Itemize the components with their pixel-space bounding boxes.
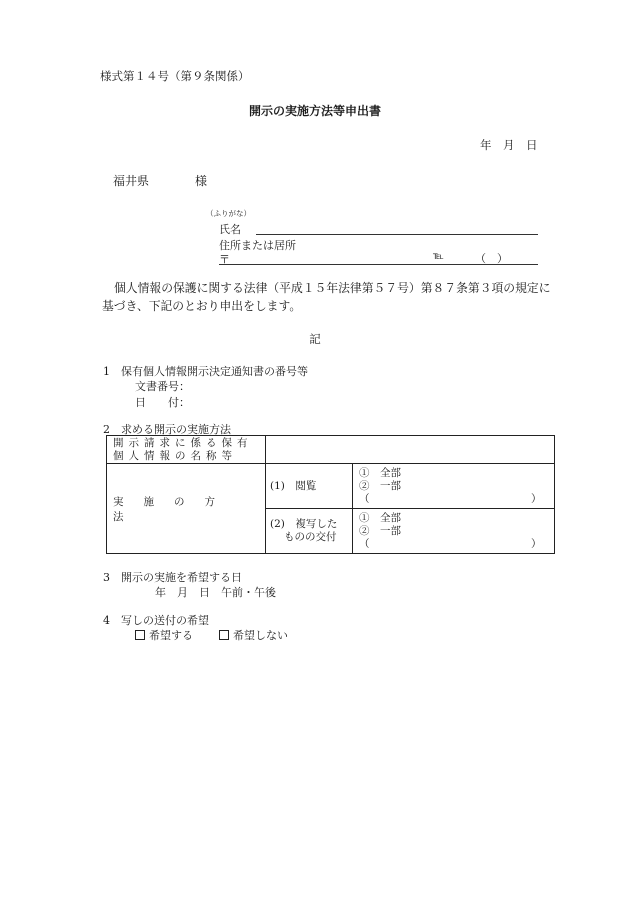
name-header-cell (107, 436, 266, 464)
preferred-date[interactable]: 年 月 日 午前・午後 (155, 586, 276, 599)
option-yes-label: 希望する (149, 629, 193, 642)
form-number: 様式第１４号（第９条関係） (100, 69, 250, 83)
name-header-line2: 個人情報の名称等 (113, 449, 237, 462)
address-label: 住所または居所 (219, 239, 296, 252)
checkbox-no[interactable] (219, 630, 229, 640)
opt-all-copy[interactable]: ① 全部 (359, 511, 401, 524)
opt-part-copy[interactable]: ② 一部 (359, 524, 401, 537)
tel-parens: （ ） (475, 252, 508, 265)
tel-icon: ℡ (433, 251, 444, 262)
method-label-view: (1) 閲覧 (266, 464, 353, 509)
part-detail-view[interactable]: （ ） (359, 492, 542, 505)
section2-heading: 2 求める開示の実施方法 (103, 423, 231, 436)
view-options[interactable] (353, 464, 555, 509)
method-header-cell: 実施の方法 (107, 464, 266, 554)
checkbox-yes[interactable] (135, 630, 145, 640)
date-line: 年 月 日 (480, 138, 538, 152)
table-row (107, 436, 555, 464)
opt-all-view[interactable]: ① 全部 (359, 466, 401, 479)
address-field[interactable] (219, 264, 538, 265)
furigana-label: （ふりがな） (206, 209, 251, 218)
body-text: 個人情報の保護に関する法律（平成１５年法律第５７号）第８７条第３項の規定に基づき、下記のとおり申出をします。 (102, 281, 551, 313)
part-detail-copy[interactable]: （ ） (359, 537, 542, 550)
name-header-line1: 開示請求に係る保有 (113, 436, 253, 449)
page-title: 開示の実施方法等申出書 (248, 104, 381, 118)
date-label-a: 日 (135, 396, 146, 409)
addressee-honorific: 様 (195, 174, 208, 188)
mailing-options (135, 627, 288, 643)
opt-part-view[interactable]: ② 一部 (359, 479, 401, 492)
addressee (113, 172, 207, 189)
section3-heading: 3 開示の実施を希望する日 (103, 571, 242, 584)
postal-mark: 〒 (219, 253, 230, 266)
doc-number-label: 文書番号： (135, 380, 190, 393)
section4-heading: 4 写しの送付の希望 (103, 614, 209, 627)
table-row (107, 464, 555, 509)
date-label (135, 394, 190, 410)
copy-options[interactable] (353, 509, 555, 554)
name-input-cell[interactable] (266, 436, 555, 464)
section1-heading: 1 保有個人情報開示決定通知書の番号等 (103, 365, 308, 378)
ki-heading: 記 (309, 332, 321, 346)
name-field[interactable] (256, 234, 538, 235)
addressee-prefecture: 福井県 (113, 174, 150, 188)
name-label: 氏名 (219, 223, 241, 236)
option-no-label: 希望しない (233, 629, 288, 642)
method-label-copy: (2) 複写した ものの交付 (266, 509, 353, 554)
date-label-b: 付： (168, 396, 190, 409)
method-table (106, 435, 555, 554)
